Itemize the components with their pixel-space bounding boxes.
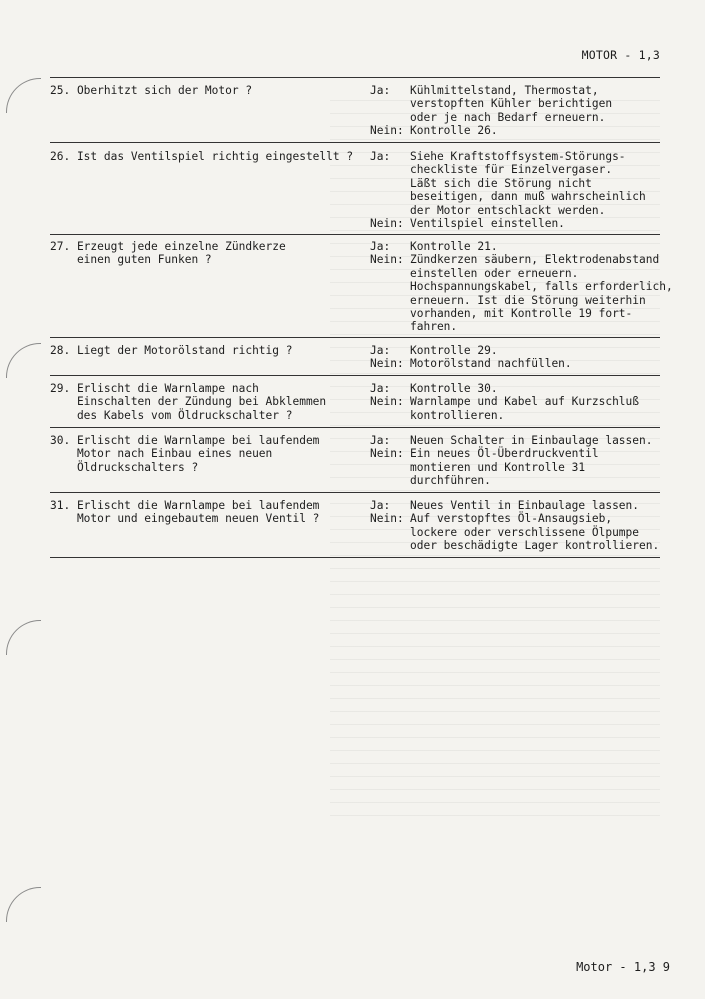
answer-text: Auf verstopftes Öl-Ansaugsieb, lockere oder verschlissene Ölpumpe oder beschädigte Lager kontrollieren. [410, 512, 660, 553]
question: 26. Ist das Ventilspiel richtig eingestellt ? [50, 150, 354, 163]
question: 29. Erlischt die Warnlampe nach Einschalten der Zündung bei Abklemmen des Kabels vom Öldruckschalter ? [50, 382, 327, 422]
answers [370, 240, 673, 334]
answer-text: Neuen Schalter in Einbaulage lassen. [410, 434, 653, 447]
question: 27. Erzeugt jede einzelne Zündkerze einen guten Funken ? [50, 240, 286, 267]
divider [50, 142, 660, 143]
answer-text: Kühlmittelstand, Thermostat, verstopften Kühler berichtigen oder je nach Bedarf erneuern. [410, 84, 613, 124]
answer-text: Ventilspiel einstellen. [410, 217, 565, 231]
answer-text: Kontrolle 29. [410, 344, 498, 357]
answer-key: Ja: [370, 344, 391, 357]
answer-key: Nein: [370, 395, 404, 409]
answer-key: Nein: [370, 357, 404, 371]
answer-key: Nein: [370, 124, 404, 138]
answer-key: Nein: [370, 512, 404, 526]
page-footer: Motor - 1,3 9 [576, 960, 670, 974]
divider [50, 375, 660, 376]
answer-key: Nein: [370, 447, 404, 461]
question: 28. Liegt der Motorölstand richtig ? [50, 344, 293, 357]
divider [50, 557, 660, 558]
answer-text: Kontrolle 26. [410, 124, 498, 138]
question: 30. Erlischt die Warnlampe bei laufendem Motor nach Einbau eines neuen Öldruckschalters ? [50, 434, 320, 474]
divider [50, 492, 660, 493]
answer-text: Neues Ventil in Einbaulage lassen. [410, 499, 640, 512]
question: 25. Oberhitzt sich der Motor ? [50, 84, 253, 97]
answer-key: Ja: [370, 382, 391, 395]
answers [370, 344, 670, 371]
punch-hole-mark [6, 78, 41, 113]
answer-key: Ja: [370, 499, 391, 512]
answers [370, 434, 670, 488]
divider [50, 427, 660, 428]
answer-text: Kontrolle 30. [410, 382, 498, 395]
answer-text: Ein neues Öl-Überdruckventil montieren und Kontrolle 31 durchführen. [410, 447, 599, 488]
answer-key: Nein: [370, 253, 404, 267]
answer-text: Warnlampe und Kabel auf Kurzschluß kontrollieren. [410, 395, 640, 422]
divider [50, 337, 660, 338]
question: 31. Erlischt die Warnlampe bei laufendem Motor und eingebautem neuen Ventil ? [50, 499, 320, 526]
punch-hole-mark [6, 343, 41, 378]
answer-key: Ja: [370, 84, 391, 97]
punch-hole-mark [6, 887, 41, 922]
answer-text: Motorölstand nachfüllen. [410, 357, 572, 371]
answer-text: Zündkerzen säubern, Elektrodenabstand einstellen oder erneuern. Hochspannungskabel, falls erforderlich, erneuern. Ist die Störung weiterhin vorhanden, mit Kontrolle 19 fort- fahren. [410, 253, 673, 334]
answer-key: Nein: [370, 217, 404, 231]
answers [370, 382, 670, 422]
answer-text: Kontrolle 21. [410, 240, 498, 253]
answers [370, 150, 670, 230]
page-header: MOTOR - 1,3 [581, 48, 660, 62]
answer-text: Siehe Kraftstoffsystem-Störungs- checkliste für Einzelvergaser. Läßt sich die Störung nicht beseitigen, dann muß wahrscheinlich der Motor entschlackt werden. [410, 150, 646, 217]
answer-key: Ja: [370, 240, 391, 253]
answers [370, 84, 670, 138]
divider [50, 234, 660, 235]
answer-key: Ja: [370, 150, 391, 163]
answers [370, 499, 670, 553]
answer-key: Ja: [370, 434, 391, 447]
divider [50, 77, 660, 78]
punch-hole-mark [6, 620, 41, 655]
